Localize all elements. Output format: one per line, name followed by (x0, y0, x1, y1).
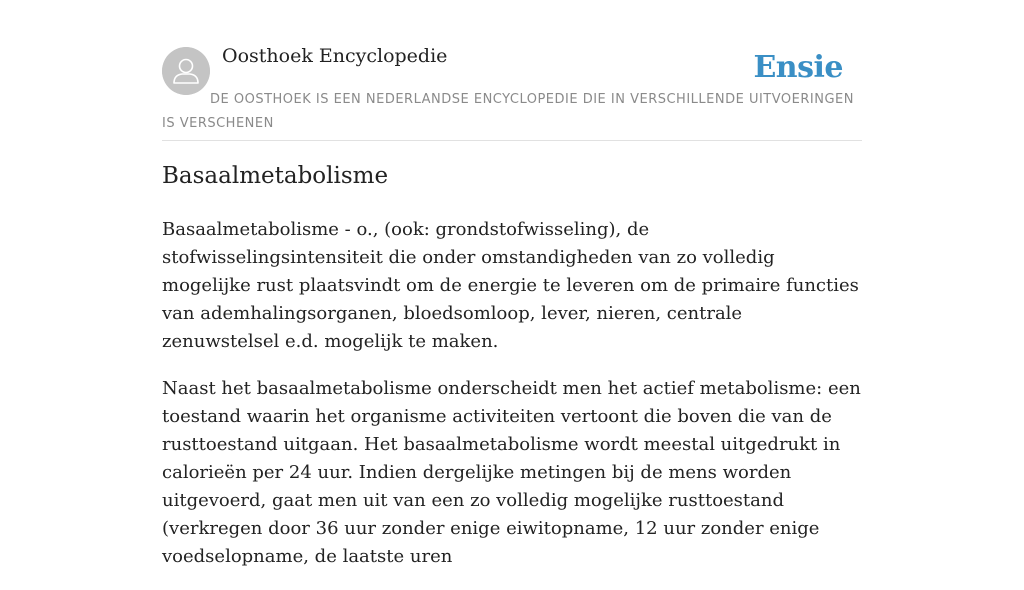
article-title: Basaalmetabolisme (162, 163, 389, 189)
site-tagline: DE OOSTHOEK IS EEN NEDERLANDSE ENCYCLOPEDIE DIE IN VERSCHILLENDE UITVOERINGEN IS VERSCHENEN (162, 92, 854, 131)
article-paragraph: Basaalmetabolisme - o., (ook: grondstofwisseling), de stofwisselingsintensiteit die onder omstandigheden van zo volledig mogelijke rust plaatsvindt om de energie te leveren om de primaire functies van ademhalingsorganen, bloedsomloop, lever, nieren, centrale zenuwstelsel e.d. mogelijk te maken. (162, 219, 859, 352)
site-title[interactable]: Oosthoek Encyclopedie (222, 45, 448, 67)
page (162, 0, 862, 567)
site-header (162, 0, 862, 141)
article-body (162, 216, 862, 590)
brand-logo[interactable]: Ensie (753, 50, 843, 85)
article-paragraph: Naast het basaalmetabolisme onderscheidt men het actief metabolisme: een toestand waarin het organisme activiteiten vertoont die boven die van de rusttoestand uitgaan. Het basaalmetabolisme wordt meestal uitgedrukt in calorieën per 24 uur. Indien dergelijke metingen bij de mens worden uitgevoerd, gaat men uit van een zo volledig mogelijke rusttoestand (verkregen door 36 uur zonder enige eiwitopname, 12 uur zonder enige voedselopname, de laatste uren (162, 378, 861, 567)
